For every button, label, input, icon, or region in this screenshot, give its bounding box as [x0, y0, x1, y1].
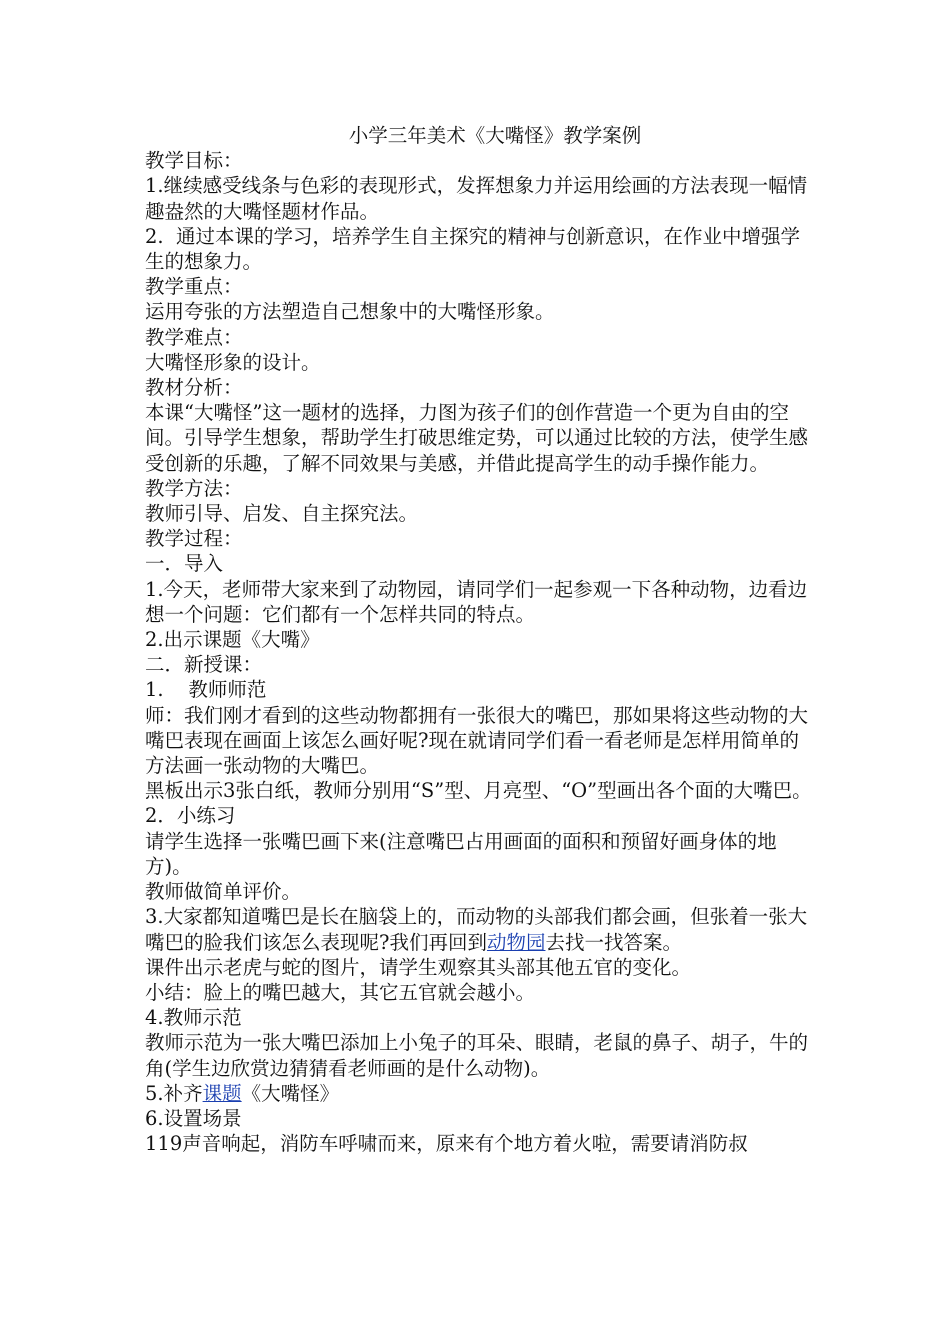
paragraph: 教学难点： — [145, 325, 243, 349]
paragraph: 一．导入 — [145, 552, 224, 576]
paragraph: 二．新授课： — [145, 653, 263, 677]
paragraph: 教师示范为一张大嘴巴添加上小兔子的耳朵、眼睛，老鼠的鼻子、胡子，牛的角(学生边欣赏边猜猜看老师画的是什么动物)。 — [145, 1031, 809, 1080]
paragraph: 6.设置场景 — [145, 1106, 242, 1130]
paragraph: 师：我们刚才看到的这些动物都拥有一张很大的嘴巴，那如果将这些动物的大嘴巴表现在画面上该怎么画好呢?现在就请同学们看一看老师是怎样用简单的方法画一张动物的大嘴巴。 — [145, 703, 809, 778]
paragraph: 1.今天，老师带大家来到了动物园，请同学们一起参观一下各种动物，边看边想一个问题：它们都有一个怎样共同的特点。 — [145, 577, 808, 626]
paragraph: 教师引导、启发、自主探究法。 — [145, 502, 419, 526]
paragraph-with-zoo-link — [145, 904, 815, 954]
paragraph: 运用夸张的方法塑造自己想象中的大嘴怪形象。 — [145, 300, 555, 324]
paragraph: 2. 通过本课的学习，培养学生自主探究的精神与创新意识，在作业中增强学生的想象力。 — [145, 224, 801, 274]
paragraph-text: 3.大家都知道嘴巴是长在脑袋上的，而动物的头部我们都会画，但张着一张大嘴巴的脸我们该怎么表现呢?我们再回到 — [145, 905, 808, 954]
paragraph-text: 《大嘴怪》 — [241, 1081, 340, 1105]
paragraph: 教师做简单评价。 — [145, 880, 302, 904]
text-block-2 — [145, 955, 815, 1081]
paragraph: 教材分析： — [145, 376, 243, 400]
text-block-1 — [145, 148, 815, 904]
paragraph: 教学方法： — [145, 476, 243, 500]
paragraph: 小结：脸上的嘴巴越大，其它五官就会越小。 — [145, 980, 536, 1004]
topic-link[interactable]: 课题 — [202, 1081, 242, 1105]
paragraph: 教学重点： — [145, 275, 243, 299]
paragraph: 本课“大嘴怪”这一题材的选择，力图为孩子们的创作营造一个更为自由的空间。引导学生想象，帮助学生打破思维定势，可以通过比较的方法，使学生感受创新的乐趣，了解不同效果与美感，并借此提高学生的动手操作能力。 — [145, 401, 809, 475]
text-block-3 — [145, 1106, 815, 1156]
paragraph: 2．小练习 — [145, 804, 236, 828]
paragraph: 黑板出示3张白纸，教师分别用“S”型、月亮型、“O”型画出各个面的大嘴巴。 — [145, 779, 812, 803]
paragraph: 大嘴怪形象的设计。 — [145, 350, 321, 374]
paragraph-with-topic-link — [145, 1081, 815, 1106]
paragraph: 4.教师示范 — [145, 1006, 242, 1030]
document-page — [145, 123, 815, 1156]
paragraph: 119声音响起，消防车呼啸而来，原来有个地方着火啦，需要请消防叔 — [145, 1132, 748, 1156]
paragraph: 教学过程： — [145, 527, 243, 551]
paragraph: 请学生选择一张嘴巴画下来(注意嘴巴占用画面的面积和预留好画身体的地方)。 — [145, 829, 777, 878]
paragraph-text: 去找一找答案。 — [545, 930, 682, 954]
document-title: 小学三年美术《大嘴怪》教学案例 — [348, 124, 642, 147]
paragraph: 课件出示老虎与蛇的图片，请学生观察其头部其他五官的变化。 — [145, 955, 692, 979]
paragraph-text: 5.补齐 — [145, 1081, 203, 1105]
paragraph: 2.出示课题《大嘴》 — [145, 628, 320, 652]
paragraph: 1. 教师师范 — [145, 678, 267, 702]
zoo-link[interactable]: 动物园 — [486, 930, 546, 954]
paragraph: 教学目标： — [145, 149, 243, 173]
paragraph: 1.继续感受线条与色彩的表现形式，发挥想象力并运用绘画的方法表现一幅情趣盎然的大嘴怪题材作品。 — [145, 174, 808, 223]
